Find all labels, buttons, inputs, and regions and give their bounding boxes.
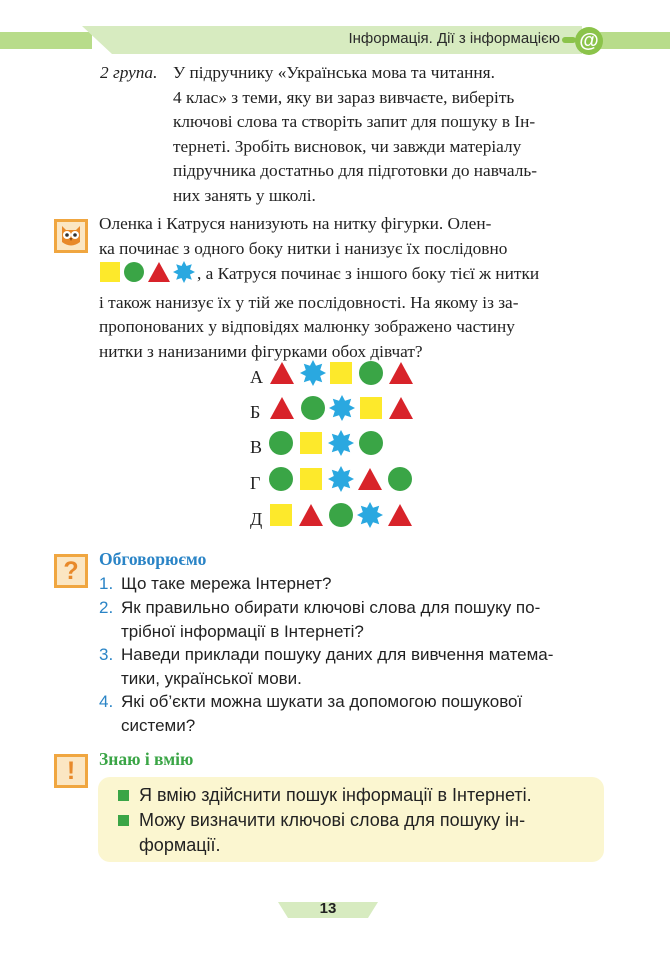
know-item-1: Я вмію здійснити пошук інформації в Інтернеті. xyxy=(139,785,532,805)
question-icon: ? xyxy=(54,554,88,588)
question-2: Як правильно обирати ключові слова для пошуку по- трібної інформації в Інтернеті? xyxy=(121,598,541,641)
text-line: Оленка і Катруся нанизують на нитку фігурки. Олен- xyxy=(99,214,492,233)
option-d-shape-2 xyxy=(297,502,325,528)
option-letter-g: Г xyxy=(250,473,261,493)
option-d-shape-1 xyxy=(269,503,293,527)
bullet-icon xyxy=(118,815,129,826)
chapter-title: Інформація. Дії з інформацією xyxy=(348,30,560,47)
option-d-shape-3 xyxy=(328,502,354,528)
text-line: пропонованих у відповідях малюнку зображено частину xyxy=(99,317,515,336)
text-line: тернеті. Зробіть висновок, чи завжди матеріалу xyxy=(173,136,522,156)
question-number: 1. xyxy=(99,574,114,593)
at-sign-icon: @ xyxy=(575,27,603,55)
option-g-shape-4 xyxy=(356,466,384,492)
option-b-shape-4 xyxy=(359,396,383,420)
text-line: 4 клас» з теми, яку ви зараз вивчаєте, виберіть xyxy=(173,87,515,107)
option-v-shape-4 xyxy=(358,430,384,456)
option-a-shape-4 xyxy=(358,360,384,386)
question-1: Що таке мережа Інтернет? xyxy=(121,574,332,593)
option-g-shape-3 xyxy=(328,466,354,492)
option-d-shape-4 xyxy=(357,502,383,528)
option-letter-b: Б xyxy=(250,402,261,422)
text-line: ключові слова та створіть запит для пошуку в Ін- xyxy=(173,112,536,131)
option-a-shape-3 xyxy=(329,361,353,385)
question-3: Наведи приклади пошуку даних для вивчення матема- тики, української мови. xyxy=(121,645,554,688)
text-line: них занять у школі. xyxy=(173,185,316,205)
option-a-shape-1 xyxy=(268,360,296,386)
text-line: підручника достатньо для підготовки до навчаль- xyxy=(173,161,538,180)
option-v-shape-3 xyxy=(328,430,354,456)
option-g-shape-1 xyxy=(268,466,294,492)
option-v-shape-2 xyxy=(299,431,323,455)
option-b-shape-1 xyxy=(268,395,296,421)
question-number: 4. xyxy=(99,692,114,711)
text-line: ка починає з одного боку нитки і нанизує їх послідовно xyxy=(99,238,508,258)
text-line: У підручнику «Українська мова та читання. xyxy=(173,63,495,82)
option-g-shape-2 xyxy=(299,467,323,491)
option-d-shape-5 xyxy=(386,502,414,528)
option-b-shape-3 xyxy=(329,395,355,421)
option-g-shape-5 xyxy=(387,466,413,492)
group-label: 2 група. xyxy=(100,63,158,82)
option-b-shape-2 xyxy=(300,395,326,421)
text-line: нитки з нанизаними фігурками обох дівчат? xyxy=(99,341,423,361)
discuss-title: Обговорюємо xyxy=(99,549,207,569)
text-line: і також нанизує їх у тій же послідовності. На якому із за- xyxy=(99,292,519,312)
text-fragment: , а Катруся починає з іншого боку тієї ж нитки xyxy=(197,264,540,283)
option-letter-d: Д xyxy=(250,509,263,529)
bullet-icon xyxy=(118,790,129,801)
question-4: Які об’єкти можна шукати за допомогою пошукової системи? xyxy=(121,692,523,735)
option-b-shape-5 xyxy=(387,395,415,421)
option-a-shape-2 xyxy=(300,360,326,386)
option-a-shape-5 xyxy=(387,360,415,386)
option-v-shape-1 xyxy=(268,430,294,456)
option-letter-a: А xyxy=(250,367,263,387)
know-item-2: Можу визначити ключові слова для пошуку ін- формації. xyxy=(139,810,526,855)
know-title: Знаю і вмію xyxy=(99,749,194,769)
option-letter-v: В xyxy=(250,437,263,457)
question-number: 2. xyxy=(99,598,114,617)
page-number: 13 xyxy=(319,900,337,917)
question-number: 3. xyxy=(99,645,114,664)
exclamation-icon: ! xyxy=(54,754,88,788)
